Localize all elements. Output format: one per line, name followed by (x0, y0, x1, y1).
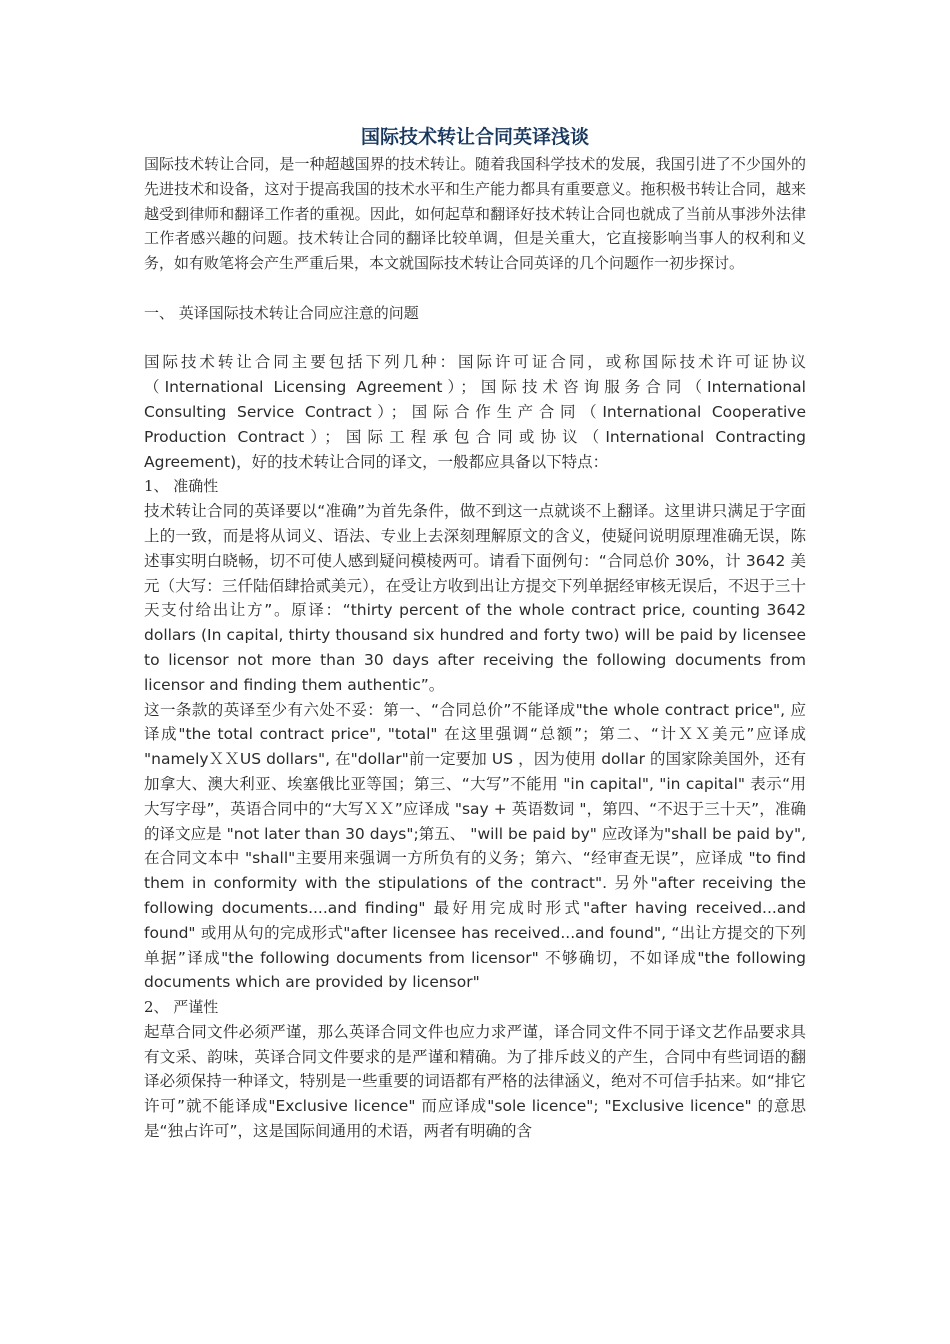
point-heading-accuracy: 1、 准确性 (144, 477, 219, 496)
intro-paragraph: 国际技术转让合同，是一种超越国界的技术转让。随着我国科学技术的发展，我国引进了不少国外的先进技术和设备，这对于提高我国的技术水平和生产能力都具有重要意义。拖积极书转让合同，越来越受到律师和翻译工作者的重视。因此，如何起草和翻译好技术转让合同也就成了当前从事涉外法律工作者感兴趣的问题。技术转让合同的翻译比较单调，但是关重大，它直接影响当事人的权利和义务，如有败笔将会产生严重后果，本文就国际技术转让合同英译的几个问题作一初步探讨。 (144, 155, 806, 273)
point-heading-rigor: 2、 严谨性 (144, 998, 219, 1017)
rigor-paragraph: 起草合同文件必须严谨，那么英译合同文件也应力求严谨，译合同文件不同于译文艺作品要求具有文采、韵味，英译合同文件要求的是严谨和精确。为了排斥歧义的产生，合同中有些词语的翻译必须保持一种译文，特别是一些重要的词语都有严格的法律涵义，绝对不可信手拈来。如“排它许可”就不能译成"Exclusive licence" 而应译成"sole licence"; "Exclusive licence" 的意思是“独占许可”，这是国际间通用的术语，两者有明确的含 (144, 1022, 806, 1141)
accuracy-analysis-paragraph: 这一条款的英译至少有六处不妥：第一、“合同总价”不能译成"the whole contract price", 应译成"the total contract price", "total" 在这里强调“总额”；第二、“计ＸＸ美元”应译成 "namelyＸＸUS dollars", 在"dollar"前一定要加 US ，因为使用 dollar 的国家除美国外，还有加拿大、澳大利亚、埃塞俄比亚等国；第三、“大写”不能用 "in capital", "in capital" 表示“用大写字母”，英语合同中的“大写ＸＸ”应译成 "say + 英语数词 "，第四、“不迟于三十天”，准确的译文应是 "not later than 30 days";第五、 "will be paid by" 应改译为"shall be paid by",在合同文本中 "shall"主要用来强调一方所负有的义务；第六、“经审查无误”，应译成 "to find them in conformity with the stipulations of the contract". 另外"after receiving the following documents....and finding" 最好用完成时形式"after having received...and found" 或用从句的完成形式"after licensee has received...and found", “出让方提交的下列单据”译成"the following documents from licensor" 不够确切，不如译成"the following documents which are provided by licensor" (144, 700, 806, 992)
document-page (144, 122, 806, 1144)
section-heading: 一、 英译国际技术转让合同应注意的问题 (144, 303, 419, 322)
spacer (144, 326, 806, 351)
document-title: 国际技术转让合同英译浅谈 (360, 126, 589, 148)
accuracy-paragraph: 技术转让合同的英译要以“准确”为首先条件，做不到这一点就谈不上翻译。这里讲只满足于字面上的一致，而是将从词义、语法、专业上去深刻理解原文的含义，使疑问说明原理准确无误，陈述事实明白晓畅，切不可使人感到疑问模棱两可。请看下面例句：“合同总价 30%，计 3642 美元（大写：三仟陆佰肆拾贰美元），在受让方收到出让方提交下列单据经审核无误后，不迟于三十天支付给出让方”。原译：“thirty percent of the whole contract price, counting 3642 dollars (In capital, thirty thousand six hundred and forty two) will be paid by licensee to licensor not more than 30 days after receiving the following documents from licensor and finding them authentic”。 (144, 502, 806, 694)
section-paragraph: 国际技术转让合同主要包括下列几种：国际许可证合同，或称国际技术许可证协议（International Licensing Agreement）；国际技术咨询服务合同（International Consulting Service Contract）；国际合作生产合同（International Cooperative Production Contract）；国际工程承包合同或协议（International Contracting Agreement)，好的技术转让合同的译文，一般都应具备以下特点： (144, 353, 806, 471)
spacer (144, 276, 806, 301)
